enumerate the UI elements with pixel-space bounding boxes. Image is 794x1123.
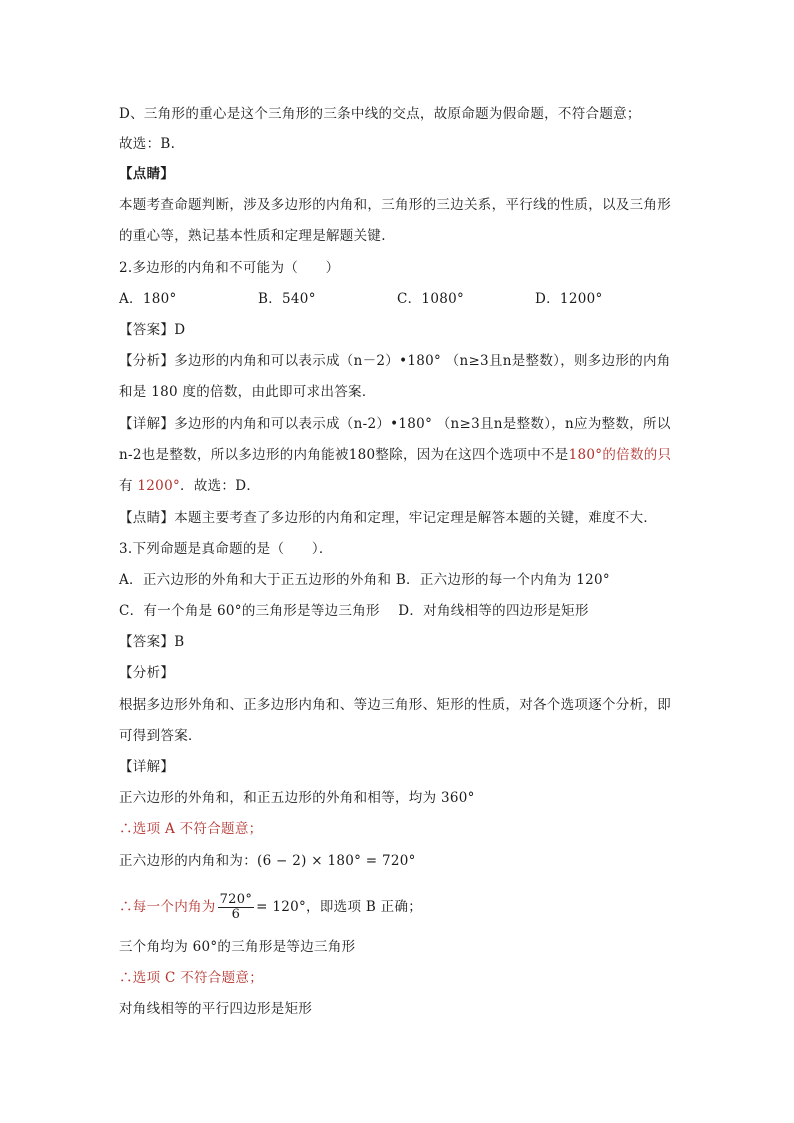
question-3-options-ab: A．正六边形的外角和大于正五边形的外角和 B．正六边形的每一个内角为 120° — [119, 572, 610, 588]
option-c: C．1080° — [397, 291, 465, 307]
section-heading-fenxi: 【分析】 — [119, 665, 175, 681]
section-heading-xiangjie: 【详解】 — [119, 759, 175, 775]
option-b: B．540° — [258, 291, 316, 307]
formula-sum: (6 − 2) × 180° = 720° — [257, 853, 416, 869]
option-d: D．1200° — [535, 291, 603, 307]
detail-line-3-suffix: ．故选：D． — [180, 478, 261, 494]
analysis-q3-line-1: 根据多边形外角和、正多边形内角和、等边三角形、矩形的性质，对各个选项逐个分析，即 — [119, 697, 671, 713]
detail-line-2-red: 180°的倍数的只 — [568, 447, 672, 463]
answer-line-q3: 【答案】B — [119, 634, 185, 650]
comment-line-1: 本题考查命题判断，涉及多边形的内角和，三角形的三边关系，平行线的性质，以及三角形 — [119, 197, 671, 213]
section-heading-dianjing: 【点睛】 — [119, 166, 175, 182]
detail-q3-line-7: 对角线相等的平行四边形是矩形 — [119, 1001, 313, 1017]
answer-line-q2: 【答案】D — [119, 322, 186, 338]
detail-line-3-red: 1200° — [137, 478, 181, 494]
detail-line-2-text: n-2也是整数，所以多边形的内角能被180整除，因为在这四个选项中不是 — [119, 447, 569, 463]
answer-choice-line: 故选：B. — [119, 136, 176, 152]
comment-line-q2: 【点睛】本题主要考查了多边形的内角和定理，牢记定理是解答本题的关键，难度不大． — [119, 510, 658, 526]
detail-q3-line-3-text: 正六边形的内角和为： — [119, 853, 257, 869]
detail-line-1: 【详解】多边形的内角和可以表示成（n-2）•180° （n≥3且n是整数），n应为整数，所以 — [119, 416, 671, 432]
comment-line-2: 的重心等，熟记基本性质和定理是解题关键. — [119, 228, 386, 244]
detail-q3-line-5: 三个角均为 60°的三角形是等边三角形 — [119, 939, 356, 955]
fraction-numerator: 720° — [219, 892, 253, 907]
detail-q3-line-2: ∴选项 A 不符合题意； — [119, 821, 263, 837]
solution-line-d: D、三角形的重心是这个三角形的三条中线的交点，故原命题为假命题，不符合题意； — [119, 106, 641, 122]
detail-line-3 — [119, 477, 260, 495]
detail-q3-line-1: 正六边形的外角和，和正五边形的外角和相等，均为 360° — [119, 790, 475, 806]
detail-line-3-prefix: 有 — [119, 478, 133, 494]
detail-q3-line-4-suffix: = 120°，即选项 B 正确； — [256, 899, 423, 915]
question-3-options-cd: C．有一个角是 60°的三角形是等边三角形 D．对角线相等的四边形是矩形 — [119, 603, 589, 619]
analysis-line-2: 和是 180 度的倍数，由此即可求出答案． — [119, 384, 376, 400]
question-3-stem: 3.下列命题是真命题的是（ ）． — [119, 541, 333, 557]
detail-line-2 — [119, 446, 671, 464]
analysis-line-1: 【分析】多边形的内角和可以表示成（n－2）•180° （n≥3且n是整数），则多边形的内角 — [119, 353, 671, 369]
analysis-q3-line-2: 可得到答案． — [119, 728, 202, 744]
fraction-denominator: 6 — [231, 907, 241, 922]
detail-q3-line-4-prefix: ∴每一个内角为 — [119, 899, 216, 915]
detail-q3-line-3 — [119, 852, 416, 870]
detail-q3-line-6: ∴选项 C 不符合题意； — [119, 970, 264, 986]
detail-q3-line-4 — [119, 891, 422, 923]
question-2-stem: 2.多边形的内角和不可能为（ ） — [119, 260, 340, 276]
fraction — [218, 893, 255, 922]
option-a: A．180° — [119, 291, 177, 307]
